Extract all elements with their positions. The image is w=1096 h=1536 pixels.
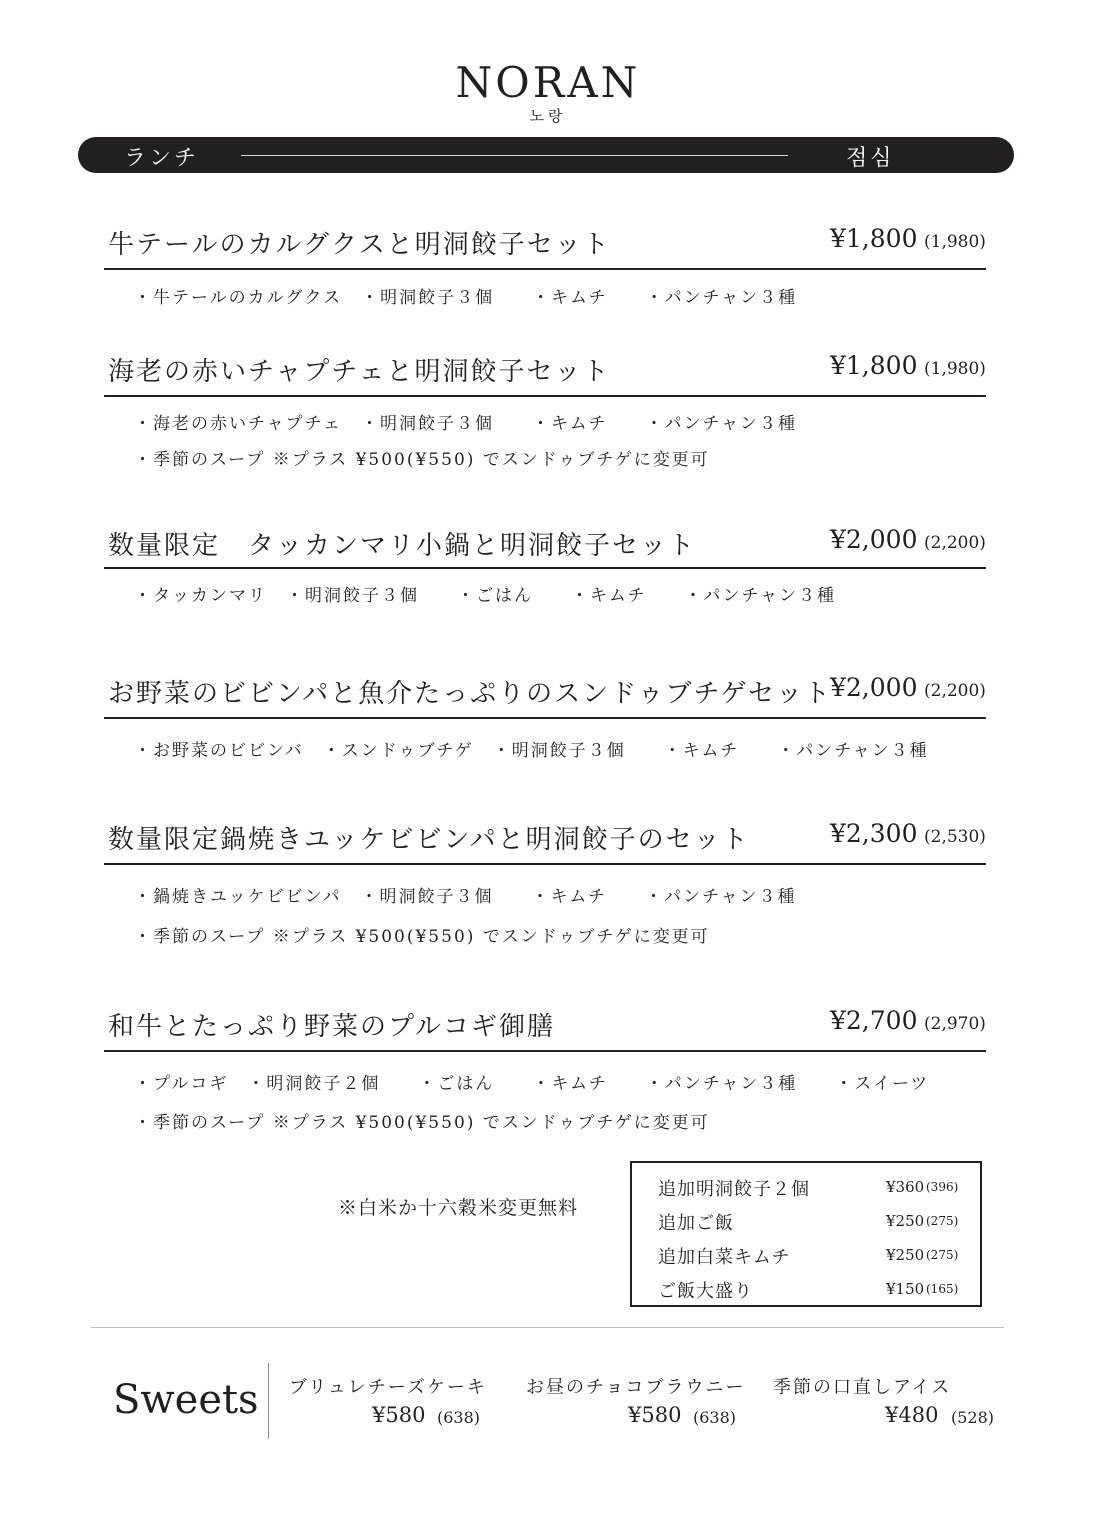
menu-item-contents: ・海老の赤いチャプチェ ・明洞餃子３個 ・キムチ ・パンチャン３種 [134,414,797,434]
menu-item [104,819,986,949]
sweet-name: お昼のチョコブラウニー [526,1377,746,1398]
restaurant-korean-name: 노랑 [529,107,567,125]
addon-label: ご飯大盛り [658,1281,753,1302]
menu-item-rule [104,1050,986,1052]
addon-price: ¥150 [886,1280,925,1298]
menu-item-contents: ・鍋焼きユッケビビンパ ・明洞餃子３個 ・キムチ ・パンチャン３種 [134,887,797,907]
menu-item-tax-price: (2,200) [924,533,986,553]
menu-item-title: 牛テールのカルグクスと明洞餃子セット [108,230,611,260]
menu-item-contents: ・タッカンマリ ・明洞餃子３個 ・ごはん ・キムチ ・パンチャン３種 [134,586,836,606]
menu-item-rule [104,863,986,865]
menu-item-rule [104,567,986,569]
menu-item-title: 和牛とたっぷり野菜のプルコギ御膳 [108,1012,555,1042]
menu-item [104,673,986,763]
addon-row [658,1243,958,1273]
sweet-tax-price: (638) [437,1408,481,1427]
menu-item-price: ¥2,700 [830,1006,918,1035]
sweet-name: ブリュレチーズケーキ [289,1377,487,1398]
banner-label-korean: 점심 [846,146,895,171]
rice-change-note: ※白米か十六穀米変更無料 [338,1197,579,1219]
lunch-banner [78,137,1014,173]
addon-row [658,1209,958,1239]
addon-tax-price: (275) [926,1248,959,1262]
menu-item [104,351,986,471]
menu-item-rule [104,268,986,270]
menu-item-rule [104,395,986,397]
addon-price: ¥250 [886,1212,925,1230]
restaurant-name: NORAN [455,58,641,107]
addon-price-box [630,1161,982,1307]
menu-item-title: 海老の赤いチャプチェと明洞餃子セット [108,357,611,387]
menu-item-contents: ・プルコギ ・明洞餃子２個 ・ごはん ・キムチ ・パンチャン３種 ・スイーツ [134,1074,930,1094]
sweet-tax-price: (638) [693,1408,737,1427]
menu-item-tax-price: (2,200) [924,681,986,701]
menu-item-title: 数量限定鍋焼きユッケビビンパと明洞餃子のセット [108,825,750,855]
sweet-price: ¥580 [628,1403,682,1427]
menu-item-tax-price: (2,970) [924,1014,986,1034]
menu-item-contents: ・牛テールのカルグクス ・明洞餃子３個 ・キムチ ・パンチャン３種 [134,288,798,308]
section-divider [91,1327,1004,1328]
menu-item-price: ¥1,800 [830,351,918,380]
menu-item-title: 数量限定 タッカンマリ小鍋と明洞餃子セット [108,531,697,561]
addon-price: ¥250 [886,1246,925,1264]
addon-label: 追加白菜キムチ [658,1247,791,1268]
sweets-vertical-rule [268,1363,269,1439]
addon-price: ¥360 [886,1178,925,1196]
banner-divider-line [241,155,788,156]
sweet-tax-price: (528) [951,1408,995,1427]
sweet-price: ¥580 [372,1403,426,1427]
menu-item-contents: ・お野菜のビビンバ ・スンドゥブチゲ ・明洞餃子３個 ・キムチ ・パンチャン３種 [134,741,929,761]
menu-item [104,224,986,308]
sweet-name: 季節の口直しアイス [773,1377,952,1398]
menu-item-soup-note: ・季節のスープ ※プラス ¥500(¥550) でスンドゥブチゲに変更可 [134,450,710,470]
addon-label: 追加ご飯 [658,1213,734,1234]
menu-item-title: お野菜のビビンパと魚介たっぷりのスンドゥブチゲセット [108,679,832,709]
menu-item-soup-note: ・季節のスープ ※プラス ¥500(¥550) でスンドゥブチゲに変更可 [134,1113,710,1133]
sweet-price: ¥480 [885,1403,939,1427]
menu-item-price: ¥1,800 [830,224,918,253]
addon-tax-price: (165) [926,1282,959,1296]
menu-item-tax-price: (1,980) [924,359,986,379]
addon-tax-price: (275) [926,1214,959,1228]
menu-item-price: ¥2,300 [830,819,918,848]
menu-item [104,1006,986,1136]
addon-label: 追加明洞餃子２個 [658,1179,810,1200]
menu-item-price: ¥2,000 [830,673,918,702]
menu-item-price: ¥2,000 [830,525,918,554]
menu-item-rule [104,717,986,719]
addon-tax-price: (396) [926,1180,959,1194]
menu-item [104,525,986,605]
banner-label-japanese: ランチ [124,146,200,171]
menu-item-tax-price: (1,980) [924,232,986,252]
sweets-heading: Sweets [113,1377,259,1423]
addon-row [658,1175,958,1205]
menu-item-soup-note: ・季節のスープ ※プラス ¥500(¥550) でスンドゥブチゲに変更可 [134,927,710,947]
menu-item-tax-price: (2,530) [924,827,986,847]
addon-row [658,1277,958,1307]
